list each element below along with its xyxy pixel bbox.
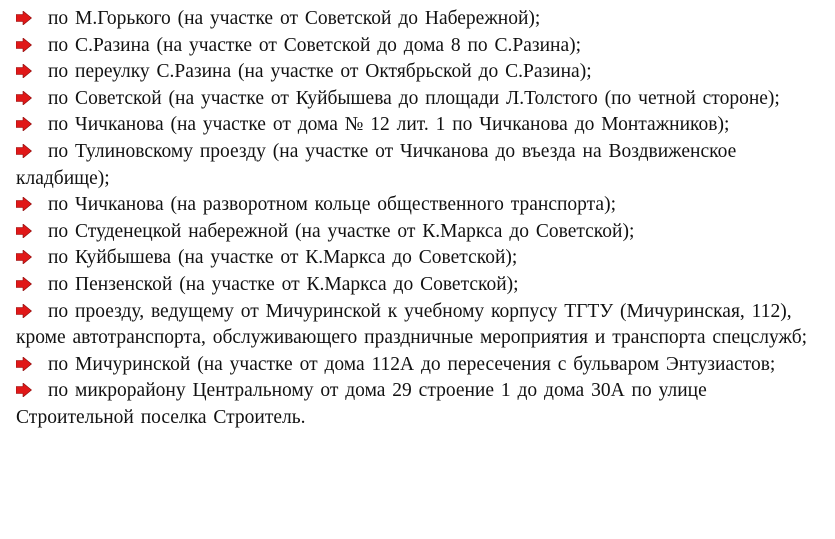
red-arrow-bullet-icon xyxy=(16,383,32,397)
red-arrow-bullet-icon xyxy=(16,144,32,158)
list-item xyxy=(16,112,823,139)
list-item xyxy=(16,192,823,219)
list-item-text: по Мичуринской (на участке от дома 112А до пересечения с бульваром Энтузиастов; xyxy=(48,353,776,375)
list-item xyxy=(16,299,823,352)
red-arrow-bullet-icon xyxy=(16,250,32,264)
red-arrow-bullet-icon xyxy=(16,117,32,131)
street-list xyxy=(16,6,823,432)
red-arrow-bullet-icon xyxy=(16,64,32,78)
red-arrow-bullet-icon xyxy=(16,38,32,52)
red-arrow-bullet-icon xyxy=(16,11,32,25)
list-item-text: по Куйбышева (на участке от К.Маркса до Советской); xyxy=(48,247,518,269)
list-item xyxy=(16,33,823,60)
list-item xyxy=(16,245,823,272)
list-item-text: по проезду, ведущему от Мичуринской к учебному корпусу ТГТУ (Мичуринская, 112), кроме автотранспорта, обслуживающего праздничные мероприятия и транспорта спецслужб; xyxy=(16,300,808,349)
list-item-text: по Тулиновскому проезду (на участке от Чичканова до въезда на Воздвиженское кладбище); xyxy=(16,140,737,189)
list-item-text: по микрорайону Центральному от дома 29 строение 1 до дома 30А по улице Строительной поселка Строитель. xyxy=(16,380,707,428)
red-arrow-bullet-icon xyxy=(16,91,32,105)
list-item-text: по М.Горького (на участке от Советской до Набережной); xyxy=(48,8,541,29)
list-item xyxy=(16,86,823,113)
list-item-text: по Чичканова (на участке от дома № 12 лит. 1 по Чичканова до Монтажников); xyxy=(48,114,730,136)
list-item xyxy=(16,6,823,33)
red-arrow-bullet-icon xyxy=(16,224,32,238)
red-arrow-bullet-icon xyxy=(16,357,32,371)
list-item-text: по Пензенской (на участке от К.Маркса до Советской); xyxy=(48,273,519,295)
list-item xyxy=(16,59,823,86)
list-item-text: по Чичканова (на разворотном кольце общественного транспорта); xyxy=(48,194,616,216)
red-arrow-bullet-icon xyxy=(16,197,32,211)
list-item-text: по Советской (на участке от Куйбышева до площади Л.Толстого (по четной стороне); xyxy=(48,87,780,109)
list-item xyxy=(16,378,823,431)
red-arrow-bullet-icon xyxy=(16,304,32,318)
list-item-text: по С.Разина (на участке от Советской до дома 8 по С.Разина); xyxy=(48,34,582,56)
list-item xyxy=(16,139,823,192)
list-item-text: по переулку С.Разина (на участке от Октябрьской до С.Разина); xyxy=(48,61,592,83)
red-arrow-bullet-icon xyxy=(16,277,32,291)
list-item xyxy=(16,219,823,246)
list-item xyxy=(16,272,823,299)
list-item-text: по Студенецкой набережной (на участке от К.Маркса до Советской); xyxy=(48,220,635,242)
list-item xyxy=(16,352,823,379)
